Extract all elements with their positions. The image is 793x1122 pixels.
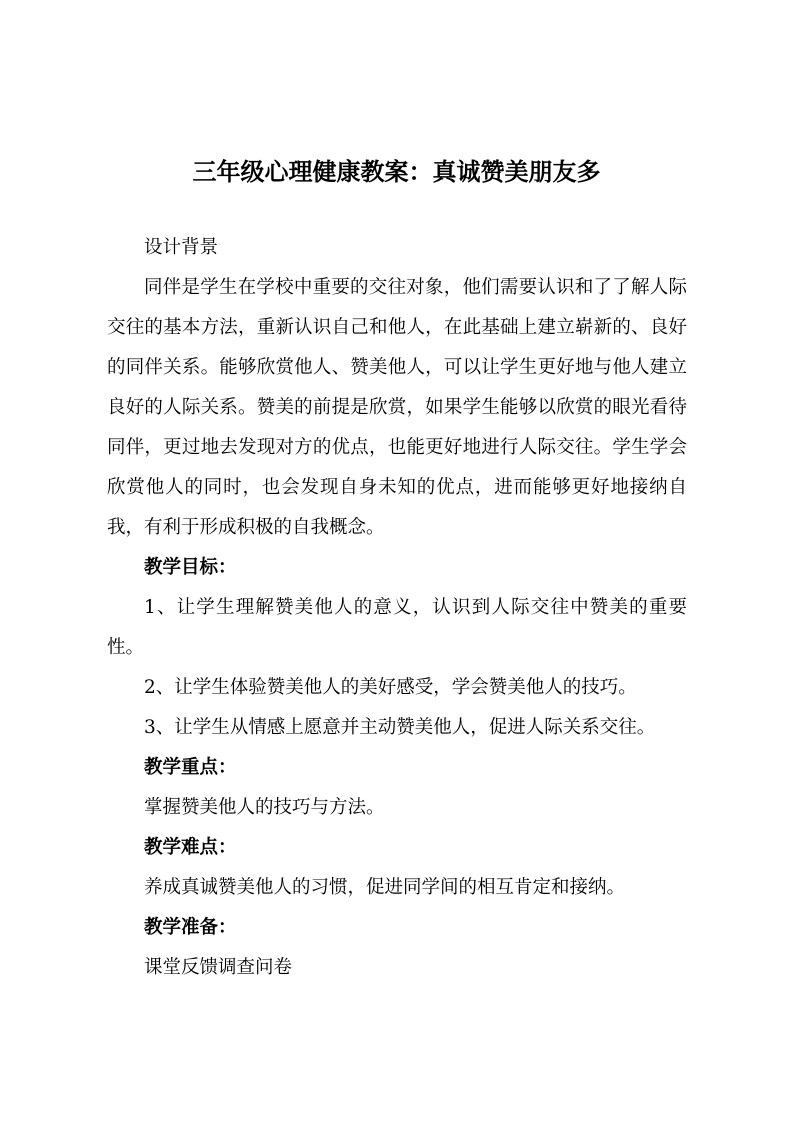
background-heading: 设计背景 xyxy=(144,237,219,258)
document-body xyxy=(107,228,687,988)
key-points-paragraph: 掌握赞美他人的技巧与方法。 xyxy=(144,797,385,818)
background-paragraph: 同伴是学生在学校中重要的交往对象，他们需要认识和了了解人际交往的基本方法，重新认识自己和他人，在此基础上建立崭新的、良好的同伴关系。能够欣赏他人、赞美他人，可以让学生更好地与他人建立良好的人际关系。赞美的前提是欣赏，如果学生能够以欣赏的眼光看待同伴，更过地去发现对方的优点，也能更好地进行人际交往。学生学会欣赏他人的同时，也会发现自身未知的优点，进而能够更好地接纳自我，有利于形成积极的自我概念。 xyxy=(107,277,687,538)
goal-item-3: 3、让学生从情感上愿意并主动赞美他人，促进人际关系交往。 xyxy=(144,717,656,738)
goal-item-1: 1、让学生理解赞美他人的意义，认识到人际交往中赞美的重要性。 xyxy=(107,597,687,658)
difficulties-paragraph: 养成真诚赞美他人的习惯，促进同学间的相互肯定和接纳。 xyxy=(144,877,626,898)
key-points-heading: 教学重点： xyxy=(144,757,237,778)
preparation-paragraph: 课堂反馈调查问卷 xyxy=(144,957,293,978)
goal-item-2: 2、让学生体验赞美他人的美好感受，学会赞美他人的技巧。 xyxy=(144,677,637,698)
goals-heading: 教学目标： xyxy=(144,557,237,578)
document-title: 三年级心理健康教案：真诚赞美朋友多 xyxy=(192,158,601,186)
preparation-heading: 教学准备： xyxy=(144,917,237,938)
difficulties-heading: 教学难点： xyxy=(144,837,237,858)
